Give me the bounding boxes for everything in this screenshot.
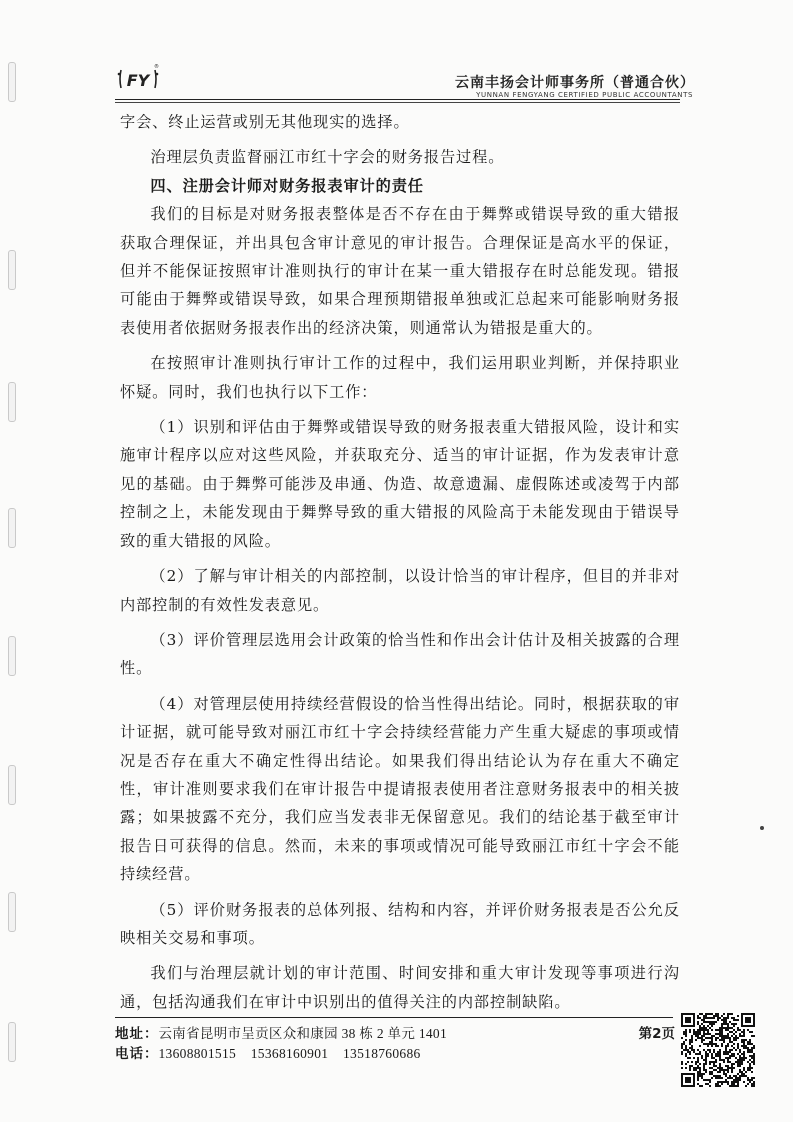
binding-hole <box>8 765 16 805</box>
firm-name: 云南丰扬会计师事务所（普通合伙） <box>455 75 695 91</box>
list-item: （5）评价财务报表的总体列报、结构和内容，并评价财务报表是否公允反映相关交易和事项。 <box>120 900 680 947</box>
qr-code <box>681 1013 755 1087</box>
list-item: （2）了解与审计相关的内部控制，以设计恰当的审计程序，但目的并非对内部控制的有效性发表意见。 <box>120 567 680 614</box>
binding-hole <box>8 508 16 548</box>
footer-divider <box>115 1017 673 1018</box>
list-item: （3）评价管理层选用会计政策的恰当性和作出会计估计及相关披露的合理性。 <box>120 630 680 678</box>
paragraph: 在按照审计准则执行审计工作的过程中，我们运用职业判断，并保持职业怀疑。同时，我们也执行以下工作： <box>120 354 680 401</box>
paragraph: 治理层负责监督丽江市红十字会的财务报告过程。 <box>150 148 505 167</box>
list-item: （4）对管理层使用持续经营假设的恰当性得出结论。同时，根据获取的审计证据，就可能导致对丽江市红十字会持续经营能力产生重大疑虑的事项或情况是否存在重大不确定性得出结论。如果我们得出结论认为存在重大不确定性，审计准则要求我们在审计报告中提请报表使用者注意财务报表中的相关披露；如果披露不充分，我们应当发表非无保留意见。我们的结论基于截至审计报告日可获得的信息。然而，未来的事项或情况可能导致丽江市红十字会不能持续经营。 <box>120 694 680 884</box>
paragraph: 字会、终止运营或别无其他现实的选择。 <box>120 113 410 131</box>
svg-text:®: ® <box>154 64 159 70</box>
page-number: 第2页 <box>638 1026 675 1042</box>
report-body <box>120 108 680 1016</box>
section-heading: 四、注册会计师对财务报表审计的责任 <box>150 176 424 195</box>
binding-hole <box>8 892 16 932</box>
binding-hole <box>8 382 16 422</box>
firm-logo <box>115 62 161 96</box>
paragraph: 我们的目标是对财务报表整体是否不存在由于舞弊或错误导致的重大错报获取合理保证，并出具包含审计意见的审计报告。合理保证是高水平的保证，但并不能保证按照审计准则执行的审计在某一重大错报存在时总能发现。错报可能由于舞弊或错误导致，如果合理预期错报单独或汇总起来可能影响财务报表使用者依据财务报表作出的经济决策，则通常认为错报是重大的。 <box>120 205 680 337</box>
binding-hole <box>8 250 16 290</box>
address-line <box>115 1022 447 1042</box>
list-item: （1）识别和评估由于舞弊或错误导致的财务报表重大错报风险，设计和实施审计程序以应对这些风险，并获取充分、适当的审计证据，作为发表审计意见的基础。由于舞弊可能涉及串通、伪造、故意遗漏、虚假陈述或凌驾于内部控制之上，未能发现由于舞弊导致的重大错报的风险高于未能发现由于错误导致的重大错报的风险。 <box>120 418 680 550</box>
firm-name-english: YUNNAN FENGYANG CERTIFIED PUBLIC ACCOUNTANTS <box>476 91 693 99</box>
paragraph: 我们与治理层就计划的审计范围、时间安排和重大审计发现等事项进行沟通，包括沟通我们在审计中识别出的值得关注的内部控制缺陷。 <box>120 964 680 1011</box>
phone-numbers: 13608801515 15368160901 13518760686 <box>158 1046 421 1061</box>
binding-hole <box>8 1022 16 1062</box>
phone-label: 电话： <box>115 1046 159 1062</box>
header-divider-thin <box>115 102 680 103</box>
address-value: 云南省昆明市呈贡区众和康园 38 栋 2 单元 1401 <box>158 1026 448 1041</box>
binding-hole <box>8 636 16 676</box>
address-label: 地址： <box>115 1026 159 1042</box>
binding-hole <box>8 62 16 102</box>
header-divider <box>115 99 680 100</box>
logo-text: FY <box>126 71 150 90</box>
scan-speck <box>760 826 764 830</box>
phone-line <box>115 1042 421 1062</box>
